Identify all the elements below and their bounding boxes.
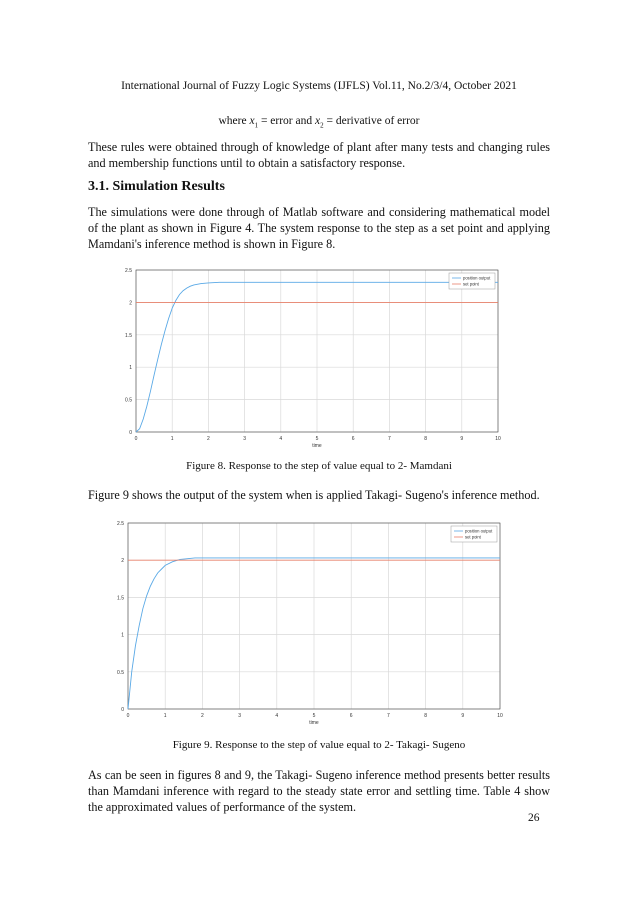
legend-label: set point	[465, 534, 481, 540]
paragraph-rules: These rules were obtained through of knowledge of plant after many tests and changing rules and membership functions until to obtain a satisfactory response.	[88, 140, 550, 170]
x-tick-label: 8	[424, 436, 427, 442]
legend-label: position output	[465, 528, 493, 534]
x-tick-label: 10	[497, 713, 503, 719]
y-tick-label: 2	[121, 558, 124, 565]
x-tick-label: 2	[201, 713, 204, 719]
x1-variable: x	[249, 115, 255, 127]
journal-header: International Journal of Fuzzy Logic Systems (IJFLS) Vol.11, No.2/3/4, October 2021	[121, 80, 517, 92]
section-heading: 3.1. Simulation Results	[88, 179, 225, 194]
y-tick-label: 1.5	[125, 332, 132, 339]
x-tick-label: 6	[351, 436, 355, 442]
figure-9-chart	[100, 513, 510, 725]
y-tick-label: 0.5	[117, 669, 124, 676]
x1-definition: = error and	[258, 115, 315, 127]
x2-variable: x	[315, 115, 321, 127]
x-tick-label: 1	[163, 713, 167, 719]
page-number: 26	[528, 812, 540, 824]
x-tick-label: 3	[238, 713, 241, 719]
paragraph-comparison: As can be seen in figures 8 and 9, the Takagi- Sugeno inference method presents better results than Mamdani inference with regard to the steady state error and settling time. Table 4 show the approximated values of performance of the system.	[88, 768, 550, 814]
x-tick-label: 5	[312, 713, 316, 719]
x-tick-label: 1	[170, 436, 174, 442]
figure-8-caption: Figure 8. Response to the step of value equal to 2- Mamdani	[186, 460, 452, 472]
x-tick-label: 4	[279, 436, 283, 442]
y-tick-label: 0	[121, 707, 124, 713]
x-tick-label: 6	[349, 713, 353, 719]
x-tick-label: 0	[126, 713, 130, 719]
paragraph-simulations: The simulations were done through of Matlab software and considering mathematical model of the plant as shown in Figure 4. The system response to the step as a set point and applying Mamdani's inference method is shown in Figure 8.	[88, 205, 550, 251]
legend-label: set point	[463, 281, 479, 287]
y-tick-label: 2	[129, 300, 132, 307]
y-tick-label: 0	[129, 430, 132, 436]
where-prefix: where	[218, 115, 250, 127]
x-tick-label: 10	[495, 436, 501, 442]
x-axis-label: time	[312, 443, 322, 449]
y-tick-label: 1	[121, 632, 124, 639]
x-tick-label: 0	[134, 436, 138, 442]
x2-subscript: 2	[320, 121, 324, 130]
x-tick-label: 9	[461, 713, 465, 719]
x-tick-label: 5	[315, 436, 319, 442]
legend-label: position output	[463, 275, 491, 281]
x-tick-label: 9	[460, 436, 464, 442]
figure-8-chart	[108, 262, 508, 452]
x-tick-label: 4	[275, 713, 279, 719]
x2-definition: = derivative of error	[323, 115, 420, 127]
x-tick-label: 7	[387, 713, 390, 719]
x-tick-label: 3	[243, 436, 246, 442]
x-tick-label: 7	[388, 436, 391, 442]
variable-definition	[0, 115, 638, 129]
x-tick-label: 2	[207, 436, 210, 442]
y-tick-label: 1	[129, 365, 132, 372]
y-tick-label: 2.5	[125, 268, 132, 274]
paragraph-figure-9-intro: Figure 9 shows the output of the system when is applied Takagi- Sugeno's inference method.	[88, 488, 540, 502]
x-tick-label: 8	[424, 713, 427, 719]
x-axis-label: time	[309, 720, 319, 725]
y-tick-label: 2.5	[117, 521, 124, 527]
y-tick-label: 0.5	[125, 397, 132, 404]
x1-subscript: 1	[254, 121, 259, 130]
figure-9-caption: Figure 9. Response to the step of value equal to 2- Takagi- Sugeno	[172, 739, 466, 751]
y-tick-label: 1.5	[117, 595, 124, 602]
